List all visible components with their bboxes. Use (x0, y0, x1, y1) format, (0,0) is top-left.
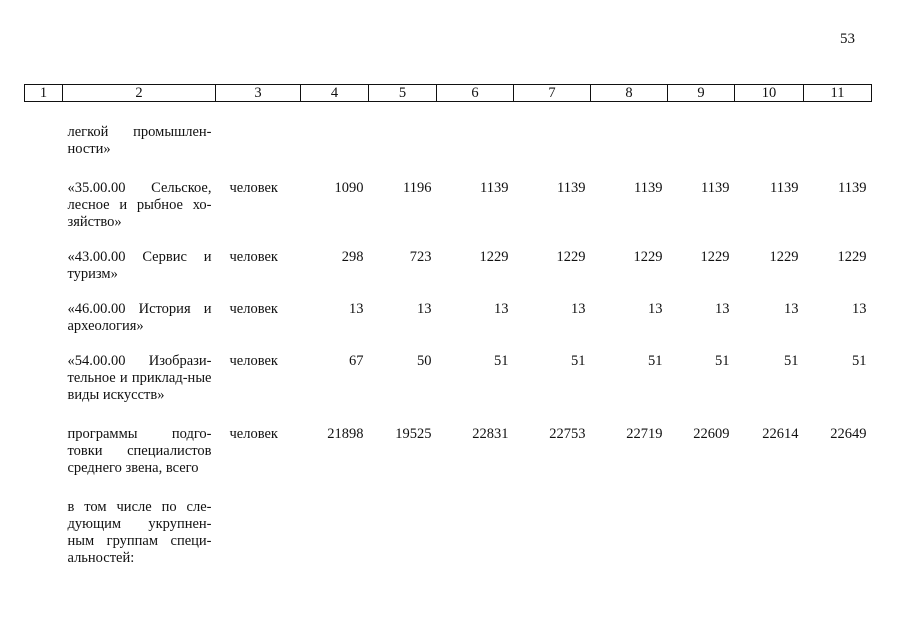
unit-cell: человек (229, 426, 278, 442)
value-cell: 13 (494, 301, 509, 317)
column-header: 4 (301, 85, 369, 102)
row-name-cell: «43.00.00 Сервис и туризм» (67, 249, 212, 282)
value-cell: 51 (494, 353, 509, 369)
value-cell: 1139 (480, 180, 509, 196)
value-cell (668, 102, 735, 159)
column-header: 10 (735, 85, 804, 102)
value-cell: 22753 (549, 426, 586, 442)
value-cell (735, 102, 804, 159)
table-header (25, 85, 872, 102)
value-cell: 67 (349, 353, 364, 369)
table-row (25, 231, 872, 283)
value-cell: 22831 (472, 426, 509, 442)
value-cell (514, 477, 591, 567)
value-cell: 13 (417, 301, 432, 317)
value-cell: 1139 (770, 180, 799, 196)
value-cell: 1229 (837, 249, 867, 265)
value-cell: 13 (571, 301, 586, 317)
column-header: 8 (591, 85, 668, 102)
unit-cell: человек (229, 180, 278, 196)
column-header: 1 (25, 85, 63, 102)
header-row (25, 85, 872, 102)
value-cell: 13 (784, 301, 799, 317)
value-cell: 22649 (830, 426, 867, 442)
value-cell (591, 102, 668, 159)
value-cell (804, 102, 872, 159)
value-cell (735, 477, 804, 567)
column-header: 2 (63, 85, 216, 102)
row-name-cell: в том числе по сле-дующим укрупнен-ным группам специ-альностей: (67, 499, 212, 566)
column-header: 5 (369, 85, 437, 102)
value-cell: 1196 (403, 180, 432, 196)
value-cell: 51 (715, 353, 730, 369)
table-row (25, 335, 872, 404)
value-cell: 51 (571, 353, 586, 369)
value-cell: 13 (715, 301, 730, 317)
row-name-cell: «35.00.00 Сельское, лесное и рыбное хо-зяйство» (67, 180, 212, 230)
table-row (25, 102, 872, 159)
data-table (24, 84, 872, 567)
value-cell: 22719 (626, 426, 663, 442)
table-body (25, 102, 872, 568)
value-cell: 51 (784, 353, 799, 369)
value-cell (369, 102, 437, 159)
unit-cell: человек (229, 301, 278, 317)
value-cell (369, 477, 437, 567)
value-cell: 21898 (327, 426, 364, 442)
value-cell: 1139 (634, 180, 663, 196)
column-header: 9 (668, 85, 735, 102)
unit-cell: человек (229, 249, 278, 265)
row-name-cell: программы подго-товки специалистов среднего звена, всего (67, 426, 212, 476)
row-name-cell: «46.00.00 История и археология» (67, 301, 212, 334)
value-cell: 22614 (762, 426, 799, 442)
value-cell: 298 (341, 249, 364, 265)
value-cell (668, 477, 735, 567)
value-cell: 1139 (557, 180, 586, 196)
page-number: 53 (840, 31, 855, 47)
value-cell: 13 (852, 301, 867, 317)
value-cell (514, 102, 591, 159)
value-cell: 1229 (633, 249, 663, 265)
unit-cell (216, 477, 301, 567)
unit-cell: человек (229, 353, 278, 369)
value-cell: 723 (409, 249, 432, 265)
value-cell: 1229 (769, 249, 799, 265)
value-cell: 51 (852, 353, 867, 369)
value-cell: 1139 (838, 180, 867, 196)
value-cell: 22609 (693, 426, 730, 442)
value-cell (437, 477, 514, 567)
row-name-cell: легкой промышлен-ности» (67, 124, 212, 157)
column-header: 7 (514, 85, 591, 102)
table-row (25, 158, 872, 231)
value-cell: 1229 (700, 249, 730, 265)
row-name-cell: «54.00.00 Изобрази-тельное и приклад-ные виды искусств» (67, 353, 212, 403)
value-cell: 13 (648, 301, 663, 317)
unit-cell (216, 102, 301, 159)
value-cell: 1229 (479, 249, 509, 265)
value-cell (591, 477, 668, 567)
value-cell (804, 477, 872, 567)
table-row (25, 477, 872, 567)
value-cell: 1139 (701, 180, 730, 196)
value-cell: 51 (648, 353, 663, 369)
value-cell (301, 477, 369, 567)
column-header: 11 (804, 85, 872, 102)
value-cell (437, 102, 514, 159)
column-header: 6 (437, 85, 514, 102)
column-header: 3 (216, 85, 301, 102)
value-cell: 13 (349, 301, 364, 317)
value-cell: 19525 (395, 426, 432, 442)
value-cell (301, 102, 369, 159)
value-cell: 1090 (334, 180, 364, 196)
value-cell: 50 (417, 353, 432, 369)
table-row (25, 283, 872, 335)
table-row (25, 404, 872, 477)
value-cell: 1229 (556, 249, 586, 265)
